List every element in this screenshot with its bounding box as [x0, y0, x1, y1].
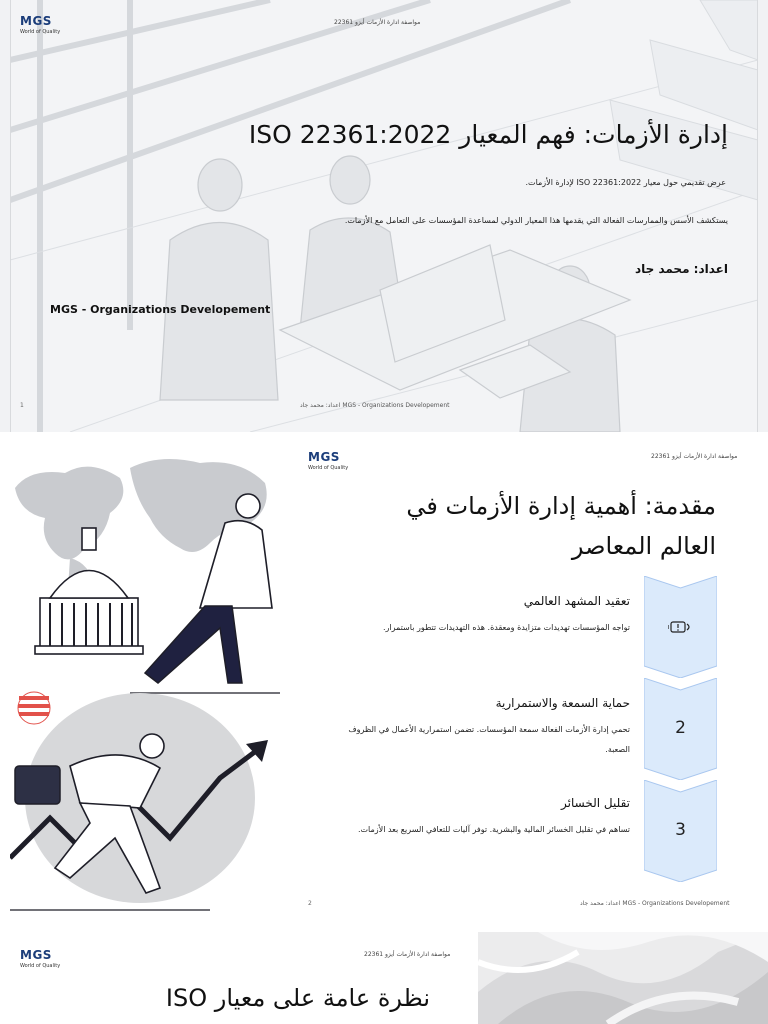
slide-header: مواصفة ادارة الأزمات أيزو 22361	[364, 951, 451, 958]
step-number-3: 3	[675, 820, 686, 840]
logo-mark	[20, 14, 52, 28]
item-description-1: تواجه المؤسسات تهديدات متزايدة ومعقدة. هذه التهديدات تتطور باستمرار.	[382, 623, 630, 632]
logo-text: MGS	[308, 450, 340, 464]
organization-name: MGS - Organizations Developement	[50, 303, 271, 316]
slide-footer: MGS - Organizations Developement اعداد: محمد جاد	[580, 900, 730, 907]
mgs-logo	[20, 14, 60, 35]
author-line: اعداد: محمد جاد	[634, 262, 728, 276]
step-number-2: 2	[675, 718, 686, 738]
step-marker-3	[644, 780, 717, 882]
slide-3	[0, 932, 768, 1024]
item-description-3: تساهم في تقليل الخسائر المالية والبشرية. توفر آليات للتعافي السريع بعد الأزمات.	[357, 825, 630, 834]
slide-subtitle-1: عرض تقديمي حول معيار ISO 22361:2022 لإدارة الأزمات.	[525, 178, 726, 187]
logo-mark	[20, 948, 52, 962]
slide-title: نظرة عامة على معيار ISO	[165, 984, 430, 1012]
slide-2	[0, 434, 768, 922]
falling-stocks-illustration	[10, 688, 280, 918]
warning-icon	[668, 620, 692, 634]
logo-text: MGS	[20, 14, 52, 28]
page-number: 1	[20, 402, 24, 409]
slide-title: إدارة الأزمات: فهم المعيار ISO 22361:2022	[248, 120, 728, 149]
step-marker-2	[644, 678, 717, 780]
item-description-2: تحمي إدارة الأزمات الفعالة سمعة المؤسسات. تضمن استمرارية الأعمال في الظروف الصعبة.	[348, 725, 630, 754]
item-title-1: تعقيد المشهد العالمي	[523, 594, 630, 608]
mgs-logo	[20, 948, 60, 969]
slide-header: مواصفة ادارة الأزمات أيزو 22361	[334, 19, 421, 26]
slide-1	[0, 0, 768, 432]
slide-subtitle-2: يستكشف الأسس والممارسات الفعالة التي يقدمها هذا المعيار الدولي لمساعدة المؤسسات على التعامل مع الأزمات.	[344, 216, 728, 225]
logo-text: MGS	[20, 948, 52, 962]
page-number: 2	[308, 900, 312, 907]
abstract-waves-image	[478, 932, 768, 1024]
slide-title: مقدمة: أهمية إدارة الأزمات في العالم المعاصر	[406, 492, 716, 560]
slide-footer: MGS - Organizations Developement اعداد: محمد جاد	[300, 402, 450, 409]
logo-subtitle: World of Quality	[20, 963, 61, 969]
item-title-3: تقليل الخسائر	[561, 796, 630, 810]
slide-header: مواصفة ادارة الأزمات أيزو 22361	[651, 453, 738, 460]
logo-mark	[308, 450, 340, 464]
logo-subtitle: World of Quality	[308, 465, 349, 471]
world-map-illustration	[10, 448, 280, 698]
mgs-logo	[308, 450, 348, 471]
step-marker-1	[644, 576, 717, 678]
slide-gap	[0, 922, 768, 932]
logo-subtitle: World of Quality	[20, 29, 61, 35]
item-title-2: حماية السمعة والاستمرارية	[495, 696, 630, 710]
